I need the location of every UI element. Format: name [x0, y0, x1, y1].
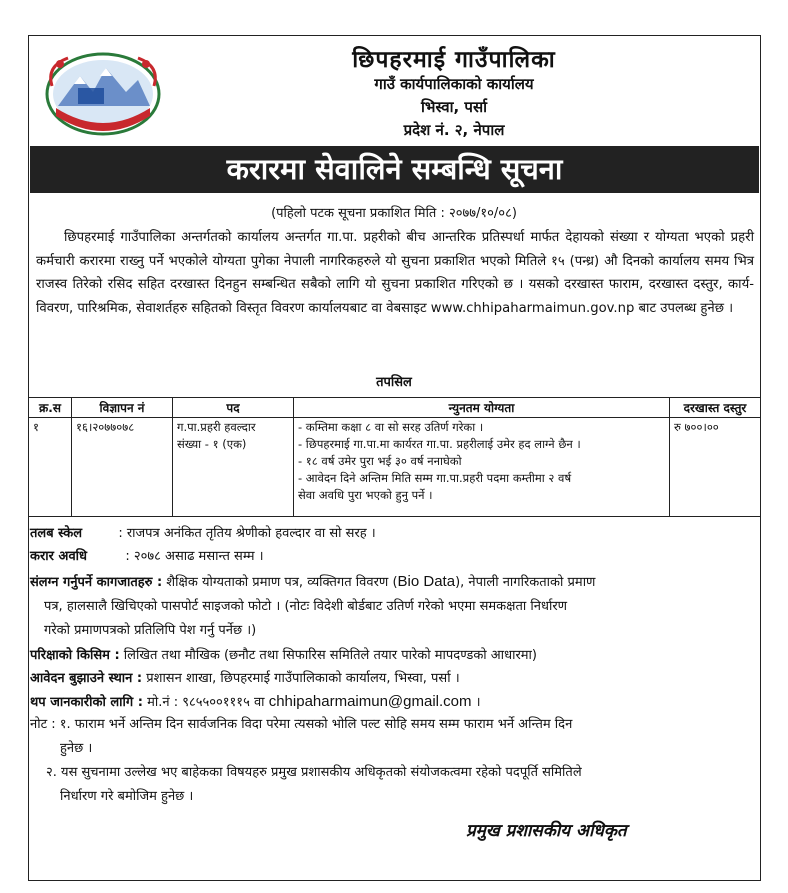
contact-email: chhipaharmaimun@gmail.com [268, 693, 472, 710]
vacancy-table [28, 397, 761, 517]
contract-duration-row [30, 545, 758, 569]
contact-row [30, 690, 758, 715]
details-heading: तपसिल [376, 375, 412, 390]
exam-type-row [30, 644, 758, 668]
cell-post [173, 418, 294, 517]
contact-label: थप जानकारीको लागि : [30, 695, 143, 710]
contract-duration-label: करार अवधि [30, 549, 88, 564]
post-title: ग.पा.प्रहरी हवल्दार [177, 420, 256, 434]
col-header-sn: क्र.स [29, 398, 72, 418]
note-2-line-2: निर्धारण गरे बमोजिम हुनेछ । [60, 789, 194, 804]
cell-fee: रु ७००।०० [670, 418, 761, 517]
required-documents-text-a: शैक्षिक योग्यताको प्रमाण पत्र, व्यक्तिगत विवरण ( [166, 575, 398, 590]
notes-section [30, 713, 758, 809]
salary-scale-label: तलब स्केल [30, 526, 83, 541]
required-documents-text-b: ), नेपाली नागरिकताको प्रमाण [455, 575, 596, 590]
required-documents-row [30, 570, 758, 643]
col-header-post: पद [173, 398, 294, 418]
contract-duration-value: : २०७८ असाढ मसान्त सम्म । [125, 549, 264, 564]
note-1-line-2: हुनेछ । [60, 741, 93, 756]
exam-type-label: परिक्षाको किसिम : [30, 648, 120, 663]
post-count: संख्या - १ (एक) [177, 437, 247, 451]
signatory-title: प्रमुख प्रशासकीय अधिकृत [466, 821, 627, 841]
office-location: भिस्वा, पर्सा [421, 98, 487, 116]
publish-date: (पहिलो पटक सूचना प्रकाशित मिति : २०७७/१०/०८) [271, 206, 517, 221]
note-2-line-1: २. यस सुचनामा उल्लेख भए बाहेकका विषयहरु प्रमुख प्रशासकीय अधिकृतको संयोजकत्वमा रहेको पदपूर्ति समितिले [46, 765, 582, 780]
submission-place-value: प्रशासन शाखा, छिपहरमाई गाउँपालिकाको कार्यालय, भिस्वा, पर्सा । [146, 671, 460, 686]
col-header-qualification: न्युनतम योग्यता [294, 398, 670, 418]
cell-sn: १ [29, 418, 72, 517]
office-province: प्रदेश नं. २, नेपाल [403, 121, 505, 139]
requirement-4: - आवेदन दिने अन्तिम मिति सम्म गा.पा.प्रहरी पदमा कम्तीमा २ वर्ष [298, 471, 572, 485]
col-header-fee: दरखास्त दस्तुर [670, 398, 761, 418]
required-documents-line-2: पत्र, हालसालै खिचिएको पासपोर्ट साइजको फोटो । (नोटः विदेशी बोर्डबाट उतिर्ण गरेको भएमा समकक्षता निर्धारण [44, 599, 568, 614]
requirement-3: - १८ वर्ष उमेर पुरा भई ३० वर्ष ननाघेको [298, 454, 462, 468]
required-documents-label: संलग्न गर्नुपर्ने कागजातहरु : [30, 575, 163, 590]
requirement-2: - छिपहरमाई गा.पा.मा कार्यरत गा.पा. प्रहरीलाई उमेर हद लाग्ने छैन । [298, 437, 581, 451]
notice-body [36, 226, 754, 320]
requirement-4-cont: सेवा अवधि पुरा भएको हुनु पर्ने । [298, 488, 433, 502]
cell-qualification [294, 418, 670, 517]
submission-place-row [30, 667, 758, 691]
note-1-line-1: नोट : १. फाराम भर्ने अन्तिम दिन सार्वजनिक विदा परेमा त्यसको भोलि पल्ट सोहि समय सम्म फाराम भर्ने अन्तिम दिन [30, 717, 573, 732]
table-header-row [29, 398, 761, 418]
notice-body-text: छिपहरमाई गाउँपालिका अन्तर्गतको कार्यालय अन्तर्गत गा.पा. प्रहरीको बीच आन्तरिक प्रतिस्पर्धा मार्फत देहायको संख्या र योग्यता भएको प्रहरी कर्मचारी करारमा राख्नु पर्ने भएकोले योग्यता पुगेका नेपाली नागरिकहरुले यो सुचना प्रकाशित भएको मितिले १५ (पन्ध्र) औ दिनको कार्यालय समय भित्र राजस्व तिरेको रसिद सहित दरखास्त दिनहुन सम्बन्धित सबैको लागि यो सुचना प्रकाशित गरिएको छ । यसको दरखास्त फाराम, दरखास्त दस्तुर, कार्य-विवरण, पारिश्रमिक, सेवाशर्तहरु सहितको विस्तृत विवरण कार्यालयबाट वा वेबसाइट www.chhipaharmaimun.gov.np बाट उपलब्ध हुनेछ । [36, 230, 754, 316]
notice-title-banner: करारमा सेवालिने सम्बन्धि सूचना [30, 146, 759, 193]
requirement-1: - कम्तिमा कक्षा ८ वा सो सरह उतिर्ण गरेका । [298, 420, 484, 434]
salary-scale-value: : राजपत्र अनंकित तृतिय श्रेणीको हवल्दार वा सो सरह । [118, 526, 376, 541]
table-row [29, 418, 761, 517]
office-name: गाउँ कार्यपालिकाको कार्यालय [374, 75, 534, 93]
org-name: छिपहरमाई गाउँपालिका [352, 47, 556, 73]
exam-type-value: लिखित तथा मौखिक (छनौट तथा सिफारिस समितिले तयार पारेको मापदण्डको आधारमा) [123, 648, 537, 663]
bio-data-term: Bio Data [397, 573, 456, 590]
contact-mobile: मो.नं : ९८५५००१११५ वा [147, 695, 265, 710]
col-header-ad-no: विज्ञापन नं [72, 398, 173, 418]
contact-end: । [475, 695, 481, 710]
required-documents-line-3: गरेको प्रमाणपत्रको प्रतिलिपि पेश गर्नु पर्नेछ ।) [44, 623, 257, 638]
salary-scale-row [30, 522, 758, 546]
submission-place-label: आवेदन बुझाउने स्थान : [30, 671, 143, 686]
cell-ad-no: १६।२०७७०७८ [72, 418, 173, 517]
